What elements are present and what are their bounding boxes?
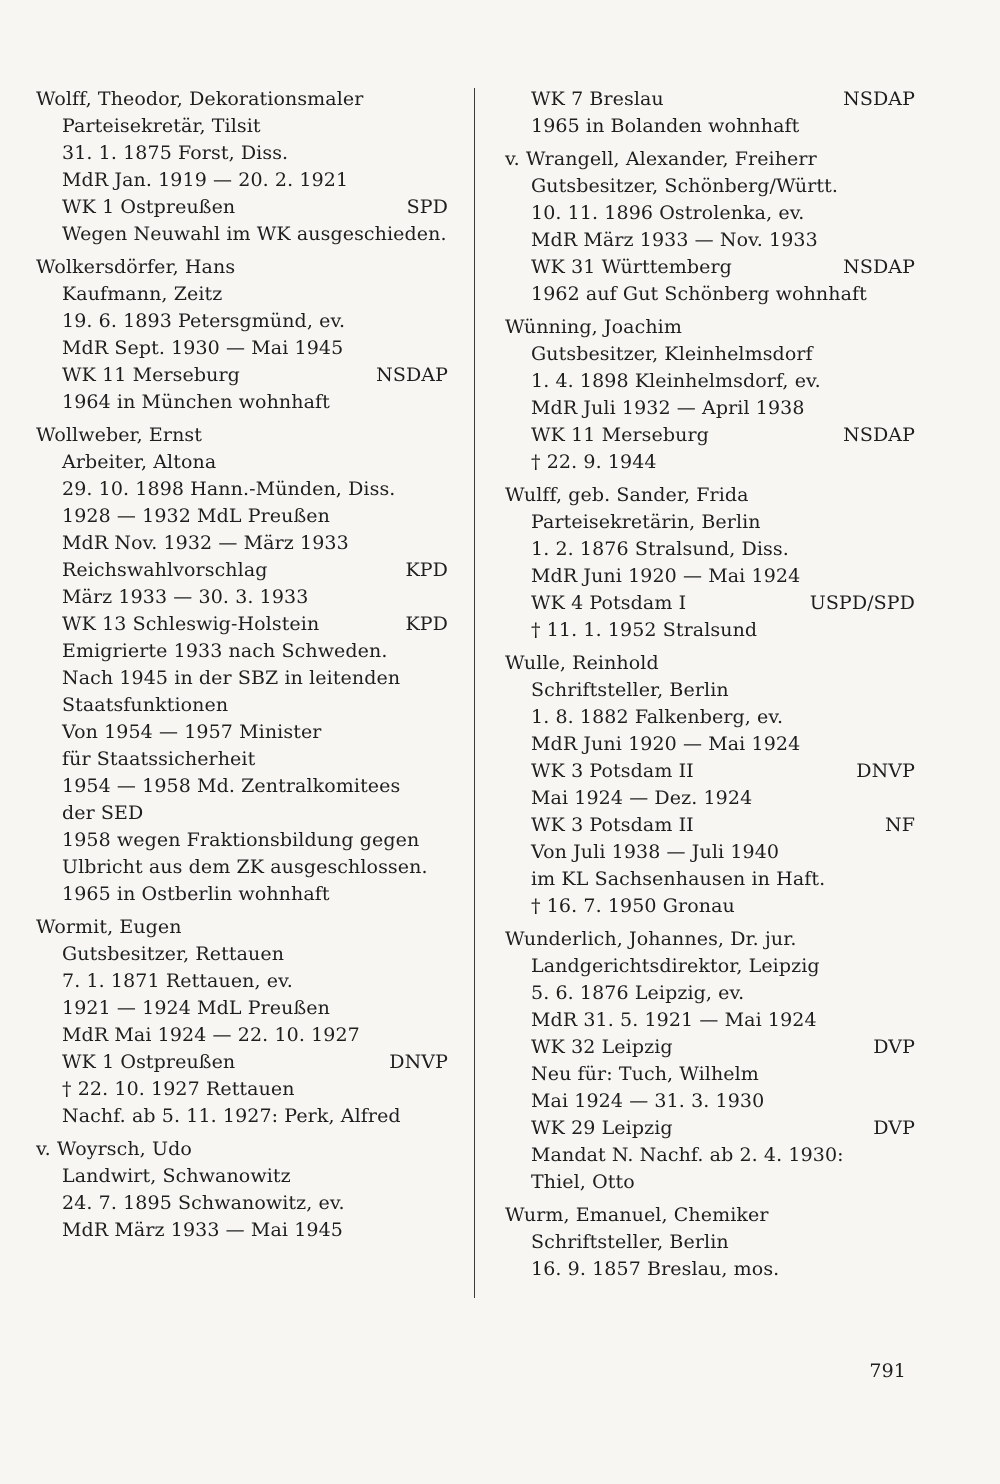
entry-line — [505, 1034, 915, 1061]
entry-line — [36, 194, 448, 221]
entry-line — [36, 140, 448, 167]
entry-text: WK 1 Ostpreußen — [62, 1051, 236, 1073]
entry-text: Ulbricht aus dem ZK ausgeschlossen. — [62, 856, 428, 878]
entry-line — [36, 584, 448, 611]
entry-line — [505, 839, 915, 866]
biography-entry — [505, 650, 915, 920]
entry-name — [505, 650, 915, 677]
entry-text: Thiel, Otto — [531, 1171, 635, 1193]
entry-text: 31. 1. 1875 Forst, Diss. — [62, 142, 289, 164]
entry-text: Gutsbesitzer, Kleinhelmsdorf — [531, 343, 813, 365]
biography-entry — [505, 146, 915, 308]
biography-entry — [36, 86, 448, 248]
entry-text: 10. 11. 1896 Ostrolenka, ev. — [531, 202, 805, 224]
entry-line — [36, 221, 448, 248]
entry-text: Wulff, geb. Sander, Frida — [505, 484, 749, 506]
page-number: 791 — [869, 1360, 906, 1382]
entry-line — [36, 281, 448, 308]
entry-text: Wunderlich, Johannes, Dr. jur. — [505, 928, 797, 950]
entry-text: März 1933 — 30. 3. 1933 — [62, 586, 309, 608]
entry-line — [505, 677, 915, 704]
entry-text: WK 7 Breslau — [531, 88, 664, 110]
entry-line — [36, 692, 448, 719]
entry-text: MdR Sept. 1930 — Mai 1945 — [62, 337, 344, 359]
entry-line — [505, 1256, 915, 1283]
entry-text: MdR Nov. 1932 — März 1933 — [62, 532, 349, 554]
entry-text: MdR 31. 5. 1921 — Mai 1924 — [531, 1009, 817, 1031]
entry-line — [36, 530, 448, 557]
entry-line — [505, 590, 915, 617]
entry-name — [36, 86, 448, 113]
entry-text: WK 11 Merseburg — [531, 424, 709, 446]
entry-line — [36, 746, 448, 773]
party-label: NF — [884, 814, 915, 836]
left-column — [36, 86, 448, 1244]
entry-text: Landwirt, Schwanowitz — [62, 1165, 291, 1187]
entry-text: v. Wrangell, Alexander, Freiherr — [505, 148, 817, 170]
entry-text: Gutsbesitzer, Schönberg/Württ. — [531, 175, 839, 197]
entry-name — [36, 914, 448, 941]
entry-text: 29. 10. 1898 Hann.-Münden, Diss. — [62, 478, 396, 500]
entry-text: Parteisekretär, Tilsit — [62, 115, 261, 137]
entry-line — [36, 503, 448, 530]
entry-text: Emigrierte 1933 nach Schweden. — [62, 640, 388, 662]
entry-text: Wolff, Theodor, Dekorationsmaler — [36, 88, 364, 110]
entry-text: Nach 1945 in der SBZ in leitenden — [62, 667, 401, 689]
entry-text: MdR Juni 1920 — Mai 1924 — [531, 565, 801, 587]
entry-line — [36, 638, 448, 665]
entry-text: 24. 7. 1895 Schwanowitz, ev. — [62, 1192, 345, 1214]
entry-line — [36, 995, 448, 1022]
entry-text: Wünning, Joachim — [505, 316, 682, 338]
entry-text: Gutsbesitzer, Rettauen — [62, 943, 285, 965]
entry-text: der SED — [62, 802, 144, 824]
entry-text: Wurm, Emanuel, Chemiker — [505, 1204, 769, 1226]
entry-text: Parteisekretärin, Berlin — [531, 511, 761, 533]
party-label: DNVP — [389, 1051, 448, 1073]
entry-line — [36, 1022, 448, 1049]
entry-line — [505, 86, 915, 113]
entry-line — [505, 1061, 915, 1088]
entry-text: 1962 auf Gut Schönberg wohnhaft — [531, 283, 867, 305]
biography-entry — [36, 914, 448, 1130]
entry-text: WK 31 Württemberg — [531, 256, 732, 278]
entry-line — [505, 341, 915, 368]
entry-line — [36, 389, 448, 416]
entry-line — [505, 785, 915, 812]
entry-line — [505, 254, 915, 281]
biography-entry — [36, 422, 448, 908]
biography-entry — [505, 86, 915, 140]
entry-line — [36, 827, 448, 854]
entry-line — [505, 758, 915, 785]
column-divider — [474, 88, 475, 1298]
entry-text: im KL Sachsenhausen in Haft. — [531, 868, 826, 890]
entry-name — [505, 482, 915, 509]
party-label: DVP — [873, 1117, 915, 1139]
entry-text: 1965 in Ostberlin wohnhaft — [62, 883, 330, 905]
entry-line — [505, 1229, 915, 1256]
entry-text: † 16. 7. 1950 Gronau — [531, 895, 735, 917]
entry-line — [505, 422, 915, 449]
entry-name — [505, 314, 915, 341]
entry-line — [505, 200, 915, 227]
entry-line — [505, 368, 915, 395]
entry-line — [36, 941, 448, 968]
entry-line — [36, 968, 448, 995]
entry-text: Wollweber, Ernst — [36, 424, 202, 446]
entry-text: 7. 1. 1871 Rettauen, ev. — [62, 970, 293, 992]
entry-text: MdR März 1933 — Mai 1945 — [62, 1219, 343, 1241]
entry-text: 16. 9. 1857 Breslau, mos. — [531, 1258, 780, 1280]
entry-text: † 22. 10. 1927 Rettauen — [62, 1078, 295, 1100]
entry-line — [505, 449, 915, 476]
entry-line — [36, 1217, 448, 1244]
entry-line — [505, 1088, 915, 1115]
entry-text: Kaufmann, Zeitz — [62, 283, 223, 305]
entry-text: † 22. 9. 1944 — [531, 451, 657, 473]
party-label: NSDAP — [843, 88, 915, 110]
entry-line — [505, 953, 915, 980]
entry-line — [505, 704, 915, 731]
entry-line — [505, 1169, 915, 1196]
entry-line — [505, 1142, 915, 1169]
entry-text: WK 32 Leipzig — [531, 1036, 673, 1058]
entry-text: Mai 1924 — 31. 3. 1930 — [531, 1090, 765, 1112]
entry-line — [36, 1076, 448, 1103]
entry-text: WK 4 Potsdam I — [531, 592, 687, 614]
entry-line — [36, 335, 448, 362]
party-label: KPD — [405, 613, 448, 635]
entry-text: WK 11 Merseburg — [62, 364, 240, 386]
entry-line — [505, 866, 915, 893]
entry-line — [505, 281, 915, 308]
entry-text: WK 3 Potsdam II — [531, 814, 694, 836]
entry-text: Mandat N. Nachf. ab 2. 4. 1930: — [531, 1144, 844, 1166]
entry-text: 1964 in München wohnhaft — [62, 391, 330, 413]
entry-text: MdR Mai 1924 — 22. 10. 1927 — [62, 1024, 360, 1046]
entry-text: MdR Juni 1920 — Mai 1924 — [531, 733, 801, 755]
entry-text: MdR Jan. 1919 — 20. 2. 1921 — [62, 169, 349, 191]
entry-line — [505, 980, 915, 1007]
entry-line — [36, 167, 448, 194]
biography-entry — [505, 926, 915, 1196]
biography-entry — [505, 482, 915, 644]
entry-text: WK 29 Leipzig — [531, 1117, 673, 1139]
entry-name — [36, 1136, 448, 1163]
entry-text: † 11. 1. 1952 Stralsund — [531, 619, 758, 641]
entry-line — [505, 1007, 915, 1034]
entry-line — [36, 854, 448, 881]
entry-name — [505, 146, 915, 173]
entry-line — [505, 617, 915, 644]
entry-line — [505, 509, 915, 536]
entry-line — [505, 227, 915, 254]
entry-text: MdR Juli 1932 — April 1938 — [531, 397, 805, 419]
entry-text: WK 1 Ostpreußen — [62, 196, 236, 218]
entry-text: Staatsfunktionen — [62, 694, 229, 716]
entry-line — [505, 173, 915, 200]
entry-text: Wormit, Eugen — [36, 916, 182, 938]
entry-text: Wegen Neuwahl im WK ausgeschieden. — [62, 223, 447, 245]
entry-line — [36, 362, 448, 389]
party-label: USPD/SPD — [809, 592, 915, 614]
entry-text: 1958 wegen Fraktionsbildung gegen — [62, 829, 420, 851]
entry-text: Nachf. ab 5. 11. 1927: Perk, Alfred — [62, 1105, 401, 1127]
entry-text: WK 13 Schleswig-Holstein — [62, 613, 320, 635]
entry-text: Wolkersdörfer, Hans — [36, 256, 236, 278]
entry-line — [505, 812, 915, 839]
entry-line — [36, 1163, 448, 1190]
biography-entry — [505, 314, 915, 476]
entry-line — [505, 113, 915, 140]
entry-name — [505, 926, 915, 953]
entry-text: 1. 2. 1876 Stralsund, Diss. — [531, 538, 789, 560]
entry-line — [36, 800, 448, 827]
entry-line — [36, 1190, 448, 1217]
entry-text: Neu für: Tuch, Wilhelm — [531, 1063, 759, 1085]
entry-text: Schriftsteller, Berlin — [531, 1231, 729, 1253]
party-label: DNVP — [856, 760, 915, 782]
entry-name — [36, 422, 448, 449]
entry-name — [505, 1202, 915, 1229]
entry-line — [505, 1115, 915, 1142]
entry-line — [36, 881, 448, 908]
entry-text: Reichswahlvorschlag — [62, 559, 268, 581]
entry-text: Landgerichtsdirektor, Leipzig — [531, 955, 820, 977]
entry-text: MdR März 1933 — Nov. 1933 — [531, 229, 818, 251]
entry-text: Mai 1924 — Dez. 1924 — [531, 787, 753, 809]
entry-text: 1. 8. 1882 Falkenberg, ev. — [531, 706, 784, 728]
entry-line — [505, 536, 915, 563]
entry-text: 19. 6. 1893 Petersgmünd, ev. — [62, 310, 346, 332]
party-label: NSDAP — [376, 364, 448, 386]
right-column — [505, 86, 915, 1283]
party-label: NSDAP — [843, 424, 915, 446]
entry-line — [36, 719, 448, 746]
entry-line — [36, 665, 448, 692]
entry-text: 5. 6. 1876 Leipzig, ev. — [531, 982, 745, 1004]
biography-entry — [505, 1202, 915, 1283]
entry-line — [36, 557, 448, 584]
entry-text: 1928 — 1932 MdL Preußen — [62, 505, 330, 527]
party-label: SPD — [406, 196, 448, 218]
entry-line — [36, 1049, 448, 1076]
entry-line — [36, 611, 448, 638]
entry-text: Von Juli 1938 — Juli 1940 — [531, 841, 780, 863]
entry-line — [36, 476, 448, 503]
biography-entry — [36, 1136, 448, 1244]
entry-text: für Staatssicherheit — [62, 748, 256, 770]
entry-text: Arbeiter, Altona — [62, 451, 217, 473]
entry-name — [36, 254, 448, 281]
entry-text: 1921 — 1924 MdL Preußen — [62, 997, 330, 1019]
entry-text: v. Woyrsch, Udo — [36, 1138, 192, 1160]
entry-line — [36, 308, 448, 335]
entry-line — [505, 893, 915, 920]
entry-text: Schriftsteller, Berlin — [531, 679, 729, 701]
entry-text: 1965 in Bolanden wohnhaft — [531, 115, 800, 137]
entry-line — [36, 449, 448, 476]
party-label: NSDAP — [843, 256, 915, 278]
entry-line — [36, 113, 448, 140]
entry-line — [505, 563, 915, 590]
entry-line — [505, 731, 915, 758]
entry-text: Wulle, Reinhold — [505, 652, 659, 674]
entry-text: 1954 — 1958 Md. Zentralkomitees — [62, 775, 401, 797]
biography-entry — [36, 254, 448, 416]
party-label: DVP — [873, 1036, 915, 1058]
entry-line — [36, 1103, 448, 1130]
entry-text: Von 1954 — 1957 Minister — [62, 721, 322, 743]
party-label: KPD — [405, 559, 448, 581]
entry-line — [505, 395, 915, 422]
entry-line — [36, 773, 448, 800]
entry-text: WK 3 Potsdam II — [531, 760, 694, 782]
entry-text: 1. 4. 1898 Kleinhelmsdorf, ev. — [531, 370, 821, 392]
